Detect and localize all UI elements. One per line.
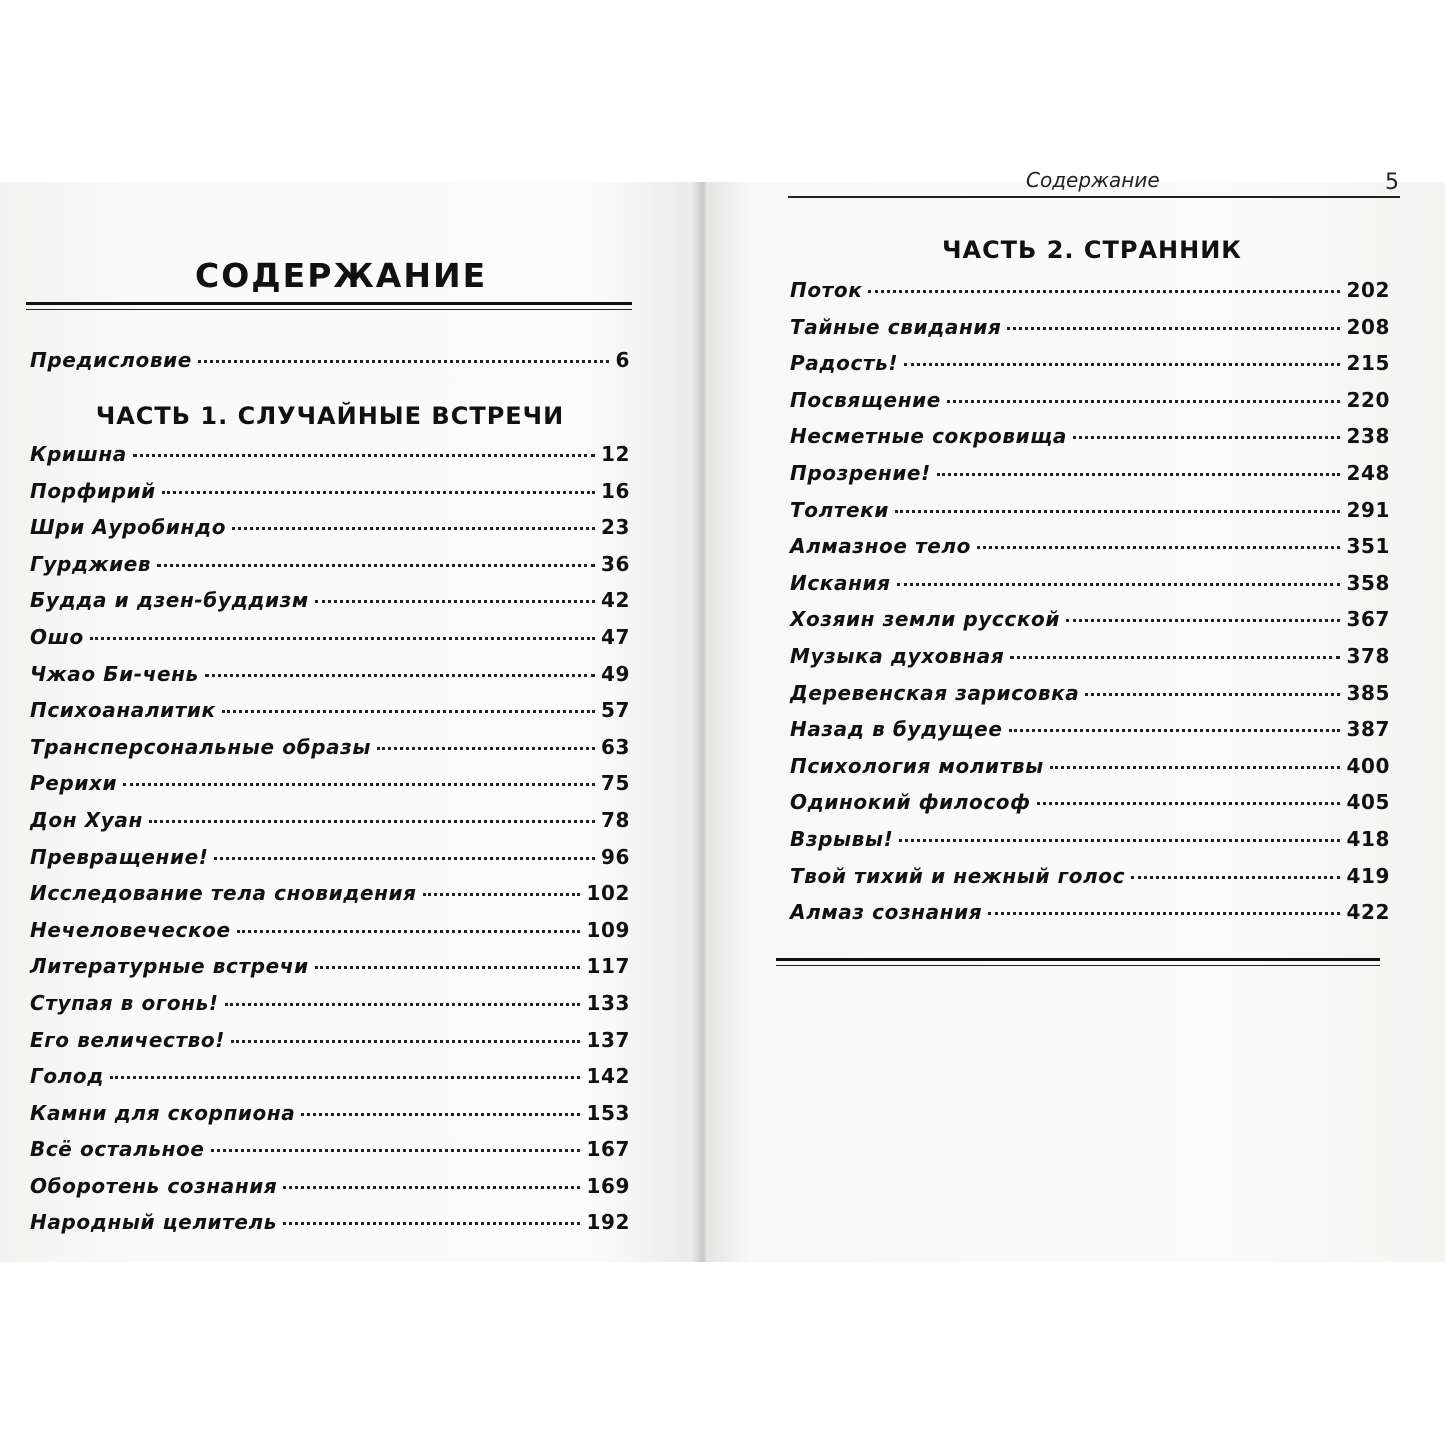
toc-entry-title: Несметные сокровища xyxy=(790,424,1067,449)
part1-list xyxy=(30,442,630,1247)
toc-entry-title: Народный целитель xyxy=(30,1210,278,1235)
toc-entry[interactable] xyxy=(30,845,630,882)
toc-entry-page: 208 xyxy=(1346,314,1390,339)
toc-entry-title: Рерихи xyxy=(30,771,118,796)
toc-entry-page: 169 xyxy=(586,1173,630,1198)
toc-entry-page: 400 xyxy=(1346,753,1390,778)
toc-entry[interactable] xyxy=(30,698,630,735)
toc-entry-page: 405 xyxy=(1346,790,1390,815)
toc-entry-title: Оборотень сознания xyxy=(30,1173,278,1198)
toc-entry-title: Исследование тела сновидения xyxy=(30,881,417,906)
toc-entry-title: Алмаз сознания xyxy=(790,900,983,925)
dot-leader xyxy=(157,564,595,567)
toc-entry-page: 248 xyxy=(1346,460,1390,485)
toc-entry[interactable] xyxy=(790,827,1390,864)
footer-rule-thin xyxy=(776,965,1380,966)
toc-entry-page: 418 xyxy=(1346,826,1390,851)
right-page xyxy=(706,168,1445,1262)
toc-entry[interactable] xyxy=(790,900,1390,937)
toc-entry-page: 419 xyxy=(1346,863,1390,888)
dot-leader xyxy=(110,1076,580,1079)
toc-entry[interactable] xyxy=(790,498,1390,535)
toc-entry[interactable] xyxy=(30,1028,630,1065)
dot-leader xyxy=(1131,876,1340,879)
toc-entry[interactable] xyxy=(790,864,1390,901)
toc-entry-page: 291 xyxy=(1346,497,1390,522)
footer-rule xyxy=(776,958,1380,961)
toc-entry-title: Камни для скорпиона xyxy=(30,1100,296,1125)
dot-leader xyxy=(162,491,595,494)
toc-entry[interactable] xyxy=(790,754,1390,791)
toc-entry-page: 385 xyxy=(1346,680,1390,705)
dot-leader xyxy=(283,1186,580,1189)
dot-leader xyxy=(977,546,1340,549)
toc-entry-title: Гурджиев xyxy=(30,551,152,576)
toc-entry[interactable] xyxy=(30,991,630,1028)
part2-list xyxy=(790,278,1390,937)
toc-entry-title: Взрывы! xyxy=(790,826,894,851)
toc-entry[interactable] xyxy=(790,644,1390,681)
toc-entry[interactable] xyxy=(790,278,1390,315)
dot-leader xyxy=(947,400,1341,403)
toc-entry-title: Будда и дзен-буддизм xyxy=(30,588,309,613)
toc-entry-title: Шри Ауробиндо xyxy=(30,515,227,540)
toc-entry[interactable] xyxy=(790,571,1390,608)
dot-leader xyxy=(214,857,594,860)
toc-entry-title: Хозяин земли русской xyxy=(790,607,1060,632)
contents-heading: СОДЕРЖАНИЕ xyxy=(195,256,488,296)
dot-leader xyxy=(423,893,581,896)
dot-leader xyxy=(90,637,595,640)
dot-leader xyxy=(895,510,1340,513)
intro-list xyxy=(30,348,630,385)
toc-entry[interactable] xyxy=(30,662,630,699)
dot-leader xyxy=(868,290,1340,293)
dot-leader xyxy=(1050,766,1341,769)
toc-entry-page: 167 xyxy=(586,1137,630,1162)
toc-entry-title: Психология молитвы xyxy=(790,753,1044,778)
toc-entry-title: Посвящение xyxy=(790,387,941,412)
toc-entry-page: 351 xyxy=(1346,534,1390,559)
toc-entry[interactable] xyxy=(30,1137,630,1174)
toc-entry[interactable] xyxy=(30,881,630,918)
dot-leader xyxy=(225,1003,581,1006)
toc-entry-title: Всё остальное xyxy=(30,1137,205,1162)
toc-entry-page: 215 xyxy=(1346,351,1390,376)
toc-entry-title: Радость! xyxy=(790,351,899,376)
dot-leader xyxy=(899,839,1340,842)
toc-entry-page: 137 xyxy=(586,1027,630,1052)
running-head: Содержание xyxy=(1026,168,1160,192)
toc-entry[interactable] xyxy=(30,1064,630,1101)
toc-entry-title: Предисловие xyxy=(30,348,192,372)
toc-entry-page: 238 xyxy=(1346,424,1390,449)
toc-entry[interactable] xyxy=(30,348,630,385)
toc-entry-page: 36 xyxy=(600,551,630,576)
toc-entry-title: Тайные свидания xyxy=(790,314,1002,339)
toc-entry-title: Дон Хуан xyxy=(30,807,143,832)
toc-entry[interactable] xyxy=(790,790,1390,827)
dot-leader xyxy=(1037,802,1341,805)
dot-leader xyxy=(301,1113,580,1116)
dot-leader xyxy=(123,783,595,786)
toc-entry[interactable] xyxy=(30,479,630,516)
dot-leader xyxy=(904,363,1340,366)
dot-leader xyxy=(149,820,595,823)
left-page xyxy=(0,182,700,1262)
dot-leader xyxy=(237,930,581,933)
page-number: 5 xyxy=(1385,170,1399,195)
toc-entry-page: 387 xyxy=(1346,717,1390,742)
dot-leader xyxy=(988,912,1340,915)
toc-entry-title: Прозрение! xyxy=(790,460,931,485)
toc-entry[interactable] xyxy=(30,625,630,662)
toc-entry-page: 63 xyxy=(600,734,630,759)
toc-entry-title: Чжао Би-чень xyxy=(30,661,199,686)
toc-entry-page: 142 xyxy=(586,1064,630,1089)
toc-entry[interactable] xyxy=(30,771,630,808)
toc-entry-page: 109 xyxy=(586,917,630,942)
dot-leader xyxy=(1007,327,1340,330)
toc-entry-page: 49 xyxy=(600,661,630,686)
toc-entry-title: Алмазное тело xyxy=(790,534,972,559)
dot-leader xyxy=(315,600,595,603)
dot-leader xyxy=(198,360,610,363)
toc-entry-page: 358 xyxy=(1346,570,1390,595)
toc-entry-title: Одинокий философ xyxy=(790,790,1031,815)
toc-entry-title: Порфирий xyxy=(30,478,156,503)
toc-entry[interactable] xyxy=(790,607,1390,644)
toc-entry[interactable] xyxy=(30,808,630,845)
toc-entry-title: Музыка духовная xyxy=(790,643,1005,668)
toc-entry-title: Превращение! xyxy=(30,844,209,869)
dot-leader xyxy=(232,527,595,530)
toc-entry[interactable] xyxy=(30,442,630,479)
toc-entry-title: Психоаналитик xyxy=(30,698,216,723)
toc-entry[interactable] xyxy=(30,1210,630,1247)
toc-entry-page: 192 xyxy=(586,1210,630,1235)
book-spread xyxy=(0,168,1445,1262)
toc-entry[interactable] xyxy=(790,388,1390,425)
toc-entry-title: Толтеки xyxy=(790,497,889,522)
toc-entry-page: 47 xyxy=(600,624,630,649)
toc-entry-page: 96 xyxy=(600,844,630,869)
toc-entry-page: 378 xyxy=(1346,643,1390,668)
toc-entry-title: Кришна xyxy=(30,442,127,466)
toc-entry-title: Ошо xyxy=(30,624,84,649)
toc-entry[interactable] xyxy=(30,588,630,625)
toc-entry-page: 42 xyxy=(600,588,630,613)
toc-entry-title: Его величество! xyxy=(30,1027,225,1052)
dot-leader xyxy=(1010,656,1340,659)
toc-entry-page: 367 xyxy=(1346,607,1390,632)
toc-entry-page: 57 xyxy=(600,698,630,723)
toc-entry-title: Ступая в огонь! xyxy=(30,990,219,1015)
part1-title: ЧАСТЬ 1. СЛУЧАЙНЫЕ ВСТРЕЧИ xyxy=(95,402,565,430)
toc-entry-page: 78 xyxy=(600,807,630,832)
toc-entry[interactable] xyxy=(30,954,630,991)
part2-title: ЧАСТЬ 2. СТРАННИК xyxy=(942,236,1242,264)
toc-entry-page: 422 xyxy=(1346,900,1390,925)
dot-leader xyxy=(231,1040,580,1043)
toc-entry-title: Поток xyxy=(790,278,863,302)
toc-entry-page: 16 xyxy=(600,478,630,503)
toc-entry-title: Искания xyxy=(790,570,891,595)
toc-entry-title: Нечеловеческое xyxy=(30,917,231,942)
dot-leader xyxy=(315,966,581,969)
toc-entry-title: Твой тихий и нежный голос xyxy=(790,863,1126,888)
toc-entry[interactable] xyxy=(30,918,630,955)
toc-entry-page: 133 xyxy=(586,990,630,1015)
heading-rule xyxy=(26,302,632,305)
toc-entry-title: Трансперсональные образы xyxy=(30,734,372,759)
dot-leader xyxy=(937,473,1341,476)
toc-entry[interactable] xyxy=(790,424,1390,461)
toc-entry-page: 153 xyxy=(586,1100,630,1125)
toc-entry[interactable] xyxy=(30,1174,630,1211)
toc-entry[interactable] xyxy=(790,461,1390,498)
toc-entry-title: Назад в будущее xyxy=(790,717,1003,742)
toc-entry-title: Литературные встречи xyxy=(30,954,309,979)
dot-leader xyxy=(211,1149,581,1152)
dot-leader xyxy=(377,747,595,750)
toc-entry-page: 6 xyxy=(615,348,630,372)
toc-entry[interactable] xyxy=(30,735,630,772)
dot-leader xyxy=(897,583,1341,586)
dot-leader xyxy=(283,1222,580,1225)
toc-entry-page: 75 xyxy=(600,771,630,796)
toc-entry[interactable] xyxy=(30,552,630,589)
toc-entry-title: Деревенская зарисовка xyxy=(790,680,1080,705)
toc-entry[interactable] xyxy=(790,351,1390,388)
dot-leader xyxy=(222,710,595,713)
toc-entry[interactable] xyxy=(790,534,1390,571)
toc-entry-title: Голод xyxy=(30,1064,105,1089)
heading-rule-thin xyxy=(26,309,632,310)
toc-entry[interactable] xyxy=(790,717,1390,754)
toc-entry-page: 117 xyxy=(586,954,630,979)
toc-entry[interactable] xyxy=(30,515,630,552)
dot-leader xyxy=(1009,729,1341,732)
toc-entry-page: 12 xyxy=(600,442,630,466)
toc-entry[interactable] xyxy=(790,315,1390,352)
toc-entry[interactable] xyxy=(790,681,1390,718)
toc-entry-page: 220 xyxy=(1346,387,1390,412)
toc-entry-page: 23 xyxy=(600,515,630,540)
dot-leader xyxy=(1066,619,1340,622)
dot-leader xyxy=(205,674,595,677)
toc-entry-page: 202 xyxy=(1346,278,1390,302)
header-rule xyxy=(788,196,1400,198)
toc-entry-page: 102 xyxy=(586,881,630,906)
dot-leader xyxy=(1085,693,1340,696)
dot-leader xyxy=(133,454,595,457)
dot-leader xyxy=(1073,436,1340,439)
toc-entry[interactable] xyxy=(30,1101,630,1138)
